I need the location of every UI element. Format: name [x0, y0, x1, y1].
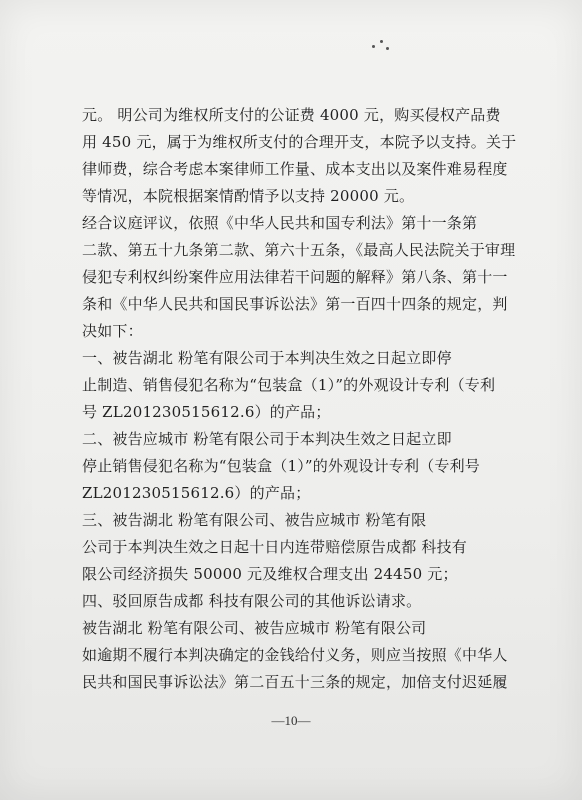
text-line: 条和《中华人民共和国民事诉讼法》第一百四十四条的规定，判 — [82, 295, 508, 313]
text-line: 被告湖北 粉笔有限公司、被告应城市 粉笔有限公司 — [82, 619, 427, 637]
text-line: 限公司经济损失 50000 元及维权合理支出 24450 元； — [82, 565, 458, 583]
text-line: ZL201230515612.6）的产品； — [82, 484, 311, 502]
text-line: 民共和国民事诉讼法》第二百五十三条的规定，加倍支付迟延履 — [82, 673, 508, 691]
text-line: 元。 明公司为维权所支付的公证费 4000 元，购买侵权产品费 — [82, 106, 501, 124]
document-body — [82, 102, 522, 696]
text-line: 公司于本判决生效之日起十日内连带赔偿原告成都 科技有 — [82, 538, 467, 556]
text-line: 等情况，本院根据案情酌情予以支持 20000 元。 — [82, 187, 415, 205]
text-line: 决如下： — [82, 322, 143, 340]
text-line: 如逾期不履行本判决确定的金钱给付义务，则应当按照《中华人 — [82, 646, 508, 664]
text-line: 停止销售侵犯名称为“包装盒（1）”的外观设计专利（专利号 — [82, 457, 480, 475]
text-line: 律师费，综合考虑本案律师工作量、成本支出以及案件难易程度 — [82, 160, 508, 178]
text-line: 二、被告应城市 粉笔有限公司于本判决生效之日起立即 — [82, 430, 452, 448]
text-line: 经合议庭评议，依照《中华人民共和国专利法》第十一条第 — [82, 214, 478, 232]
text-line: 二款、第五十九条第二款、第六十五条，《最高人民法院关于审理 — [82, 241, 516, 259]
page-number: —10— — [271, 713, 311, 728]
ink-mark — [372, 40, 392, 52]
text-line: 四、驳回原告成都 科技有限公司的其他诉讼请求。 — [82, 592, 422, 610]
text-line: 侵犯专利权纠纷案件应用法律若干问题的解释》第八条、第十一 — [82, 268, 508, 286]
text-line: 三、被告湖北 粉笔有限公司、被告应城市 粉笔有限 — [82, 511, 427, 529]
text-line: 号 ZL201230515612.6）的产品； — [82, 403, 331, 421]
text-line: 用 450 元，属于为维权所支付的合理开支，本院予以支持。关于 — [82, 133, 517, 151]
text-line: 一、被告湖北 粉笔有限公司于本判决生效之日起立即停 — [82, 349, 452, 367]
text-line: 止制造、销售侵犯名称为“包装盒（1）”的外观设计专利（专利 — [82, 376, 496, 394]
